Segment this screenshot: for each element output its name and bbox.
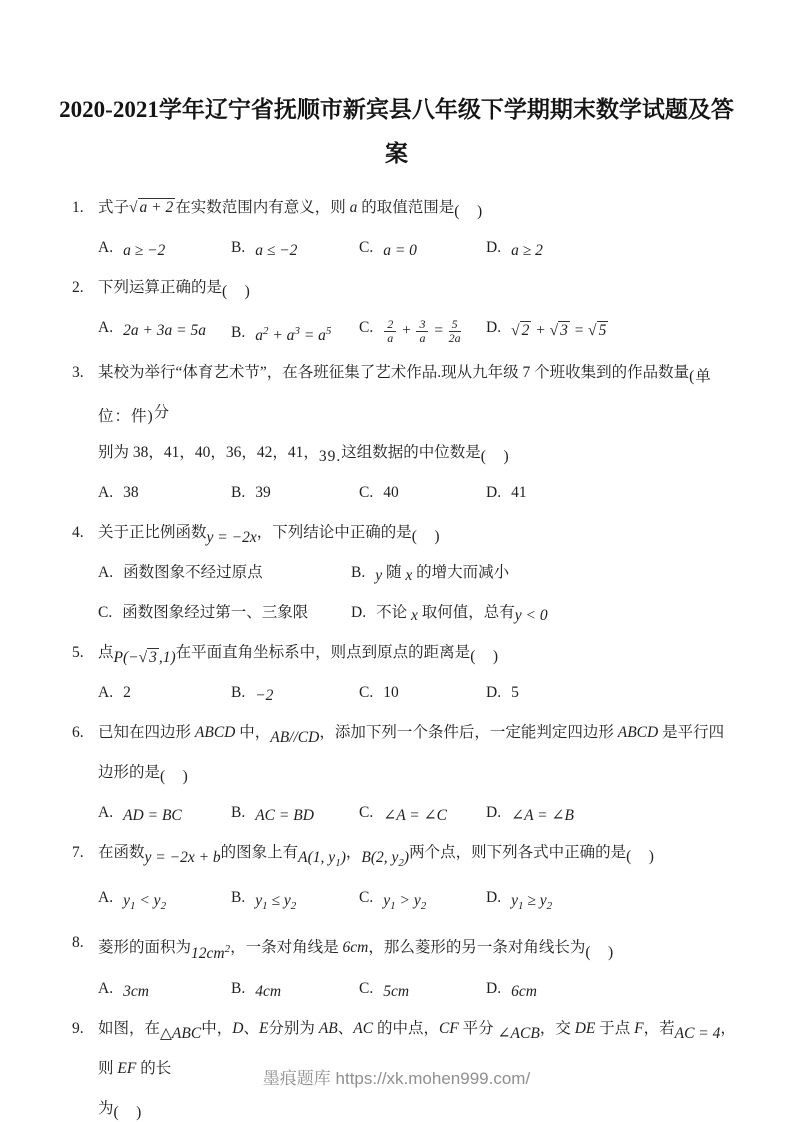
radicand: 5 — [598, 322, 607, 339]
question-text — [98, 633, 737, 673]
option-label: D. — [486, 889, 502, 907]
text-run: 39 — [255, 484, 271, 502]
option-label: B. — [231, 684, 246, 702]
text-run: ，添加下列一个条件后，一定能判定四边形 — [319, 724, 618, 742]
option-C — [359, 878, 486, 923]
text-run: 、 — [243, 1019, 259, 1037]
page-title-line1: 2020-2021学年辽宁省抚顺市新宾县八年级下学期期末数学试题及答 — [59, 97, 734, 122]
option-A — [98, 473, 231, 513]
math-run: $y_1 \ge y_2$ — [511, 892, 553, 913]
math-run: $y_1 < y_2$ — [123, 892, 167, 913]
question-number: 4. — [72, 524, 84, 542]
text-run: 40 — [383, 484, 399, 502]
sqrt-expression: √ 2 — [511, 322, 530, 339]
option-B — [231, 969, 359, 1009]
option-label: D. — [486, 979, 502, 997]
math-run: $y_1 \le y_2$ — [255, 892, 297, 913]
question-text — [98, 353, 737, 433]
text-run: 5 — [511, 684, 519, 702]
options-row — [98, 969, 737, 1009]
answer-blank: 39. — [318, 448, 342, 466]
option-A — [98, 553, 351, 593]
text-run: 的增大而减小 — [412, 564, 510, 582]
text-run: 的取值范围是 — [357, 199, 455, 216]
math-run: ∠A = ∠B — [511, 807, 574, 825]
question-line — [72, 833, 737, 878]
page-title — [58, 0, 735, 176]
math-run: 2a + 3a = 5a — [123, 322, 206, 339]
question-text — [98, 833, 737, 878]
question-1 — [72, 188, 737, 268]
question-7 — [72, 833, 737, 923]
text-run: ，一条对角线是 — [230, 939, 343, 957]
option-C — [98, 593, 351, 633]
math-run: ∠ACB — [497, 1024, 540, 1042]
option-C — [359, 473, 486, 513]
math-run: a = 0 — [383, 242, 417, 259]
option-label: D. — [486, 804, 502, 822]
math-run: ABCD — [617, 724, 659, 742]
option-label: B. — [231, 889, 246, 907]
question-line — [72, 713, 737, 793]
text-run: 38 — [123, 484, 139, 502]
option-label: B. — [231, 239, 246, 256]
option-label: C. — [359, 319, 374, 336]
options-row — [98, 793, 737, 833]
text-run: 分别为 — [268, 1019, 319, 1037]
sqrt-expression: √ a + 2 — [129, 199, 174, 216]
option-B — [231, 308, 359, 353]
text-run: ，那么菱形的另一条对角线长为 — [368, 939, 586, 957]
options-row — [98, 228, 737, 268]
answer-blank: (单位：件) — [98, 368, 712, 426]
question-line — [72, 268, 737, 308]
math-run: −2 — [255, 687, 274, 705]
text-run: 是平行四边形的是 — [98, 724, 725, 782]
option-label: A. — [98, 889, 114, 907]
text-run: 菱形的面积为 — [98, 939, 192, 957]
math-run: x — [410, 607, 418, 625]
question-text — [98, 923, 737, 968]
math-run: + — [531, 322, 550, 339]
denominator: a — [387, 331, 394, 345]
text-run: 关于正比例函数 — [98, 524, 207, 542]
math-run: 5cm — [383, 982, 410, 1000]
option-A — [98, 969, 231, 1009]
answer-blank: ( ) — [585, 943, 615, 961]
text-run: 10 — [383, 684, 399, 702]
option-label: C. — [359, 889, 374, 907]
question-number: 3. — [72, 364, 84, 382]
math-run: y < 0 — [514, 607, 548, 625]
fraction — [449, 318, 461, 345]
option-label: B. — [231, 484, 246, 502]
radicand: 3 — [560, 322, 568, 339]
question-3 — [72, 353, 737, 513]
option-label: A. — [98, 239, 114, 256]
question-number: 9. — [72, 1019, 84, 1037]
text-run: ， — [345, 844, 362, 862]
math-run: x — [405, 567, 413, 585]
sqrt-expression: √ 3 — [549, 322, 568, 339]
question-4 — [72, 513, 737, 633]
option-label: D. — [486, 319, 502, 336]
text-run: 41 — [511, 484, 527, 502]
option-B — [231, 473, 359, 513]
option-D — [486, 228, 737, 268]
sqrt-expression: √ 3 — [138, 649, 157, 667]
math-run: ABCD — [194, 724, 236, 742]
answer-blank: ( ) — [160, 768, 189, 786]
options-row — [98, 673, 737, 713]
question-line — [72, 633, 737, 673]
math-run: △ABC — [160, 1024, 202, 1042]
footer-watermark: 墨痕题库 https://xk.mohen999.com/ — [262, 1069, 531, 1088]
text-run: 于点 — [595, 1019, 635, 1037]
text-run: 如图，在 — [98, 1019, 161, 1037]
question-8 — [72, 923, 737, 1008]
question-6 — [72, 713, 737, 833]
option-B — [231, 228, 359, 268]
answer-blank: ( ) — [470, 648, 500, 666]
option-D — [486, 308, 737, 353]
option-label: C. — [359, 484, 374, 502]
math-run: 4cm — [255, 982, 282, 1000]
text-run: 在函数 — [98, 844, 145, 862]
question-line — [72, 923, 737, 968]
option-label: C. — [98, 604, 113, 622]
math-run: a ≤ −2 — [255, 242, 298, 259]
question-number: 8. — [72, 934, 84, 952]
option-label: C. — [359, 804, 374, 822]
math-run: ,1) — [158, 649, 176, 667]
text-run: 这组数据的中位数是 — [341, 444, 481, 462]
math-run: a ≥ −2 — [123, 242, 166, 259]
option-label: A. — [98, 484, 114, 502]
numerator: 2 — [384, 318, 396, 332]
text-run: 两个点，则下列各式中正确的是 — [409, 844, 627, 862]
option-label: D. — [486, 484, 502, 502]
math-run: y = −2x — [206, 529, 257, 547]
math-run: y = −2x + b — [144, 849, 221, 867]
options-row — [98, 308, 737, 353]
sqrt-expression: √ 5 — [588, 322, 607, 339]
option-label: D. — [486, 239, 502, 256]
text-run: 为 — [98, 1099, 114, 1117]
question-text — [98, 188, 737, 228]
text-run: ，若 — [643, 1019, 675, 1037]
fraction — [384, 318, 396, 345]
option-A — [98, 793, 231, 833]
option-label: C. — [359, 684, 374, 702]
question-number: 1. — [72, 199, 84, 216]
radicand: 3 — [149, 649, 157, 667]
math-run: $a^2 + a^3 = a^5$ — [255, 325, 332, 345]
question-number: 6. — [72, 724, 84, 742]
option-C — [359, 308, 486, 353]
text-run: 取何值，总有 — [417, 604, 515, 622]
question-text-continued — [98, 433, 737, 473]
options-row — [98, 878, 737, 923]
math-run: a — [349, 199, 358, 216]
math-run: DE — [574, 1019, 596, 1037]
math-run: CF — [438, 1019, 459, 1037]
text-run: ，交 — [539, 1019, 575, 1037]
option-label: C. — [359, 239, 374, 256]
question-text-continued — [98, 1089, 737, 1122]
question-number: 2. — [72, 279, 84, 296]
text-run: 式子 — [98, 199, 130, 216]
text-run: 函数图象不经过原点 — [123, 564, 263, 582]
text-run: 平分 — [458, 1019, 498, 1037]
math-run: 6cm — [342, 939, 369, 957]
question-line — [72, 353, 737, 433]
option-label: B. — [351, 564, 366, 582]
question-text — [98, 268, 737, 308]
option-D — [486, 878, 737, 923]
option-label: A. — [98, 804, 114, 822]
option-label: A. — [98, 564, 114, 582]
option-B — [231, 673, 359, 713]
option-label: A. — [98, 684, 114, 702]
text-run: 某校为举行“体育艺术节”，在各班征集了艺术作品.现从九年级 7 个班收集到的作品数量 — [98, 364, 690, 382]
options-row — [98, 553, 737, 633]
text-run: ，下列结论中正确的是 — [256, 524, 412, 542]
question-line — [72, 188, 737, 228]
radicand: a + 2 — [139, 199, 174, 216]
text-run: 、 — [337, 1019, 354, 1037]
answer-blank: ( ) — [480, 448, 510, 466]
answer-blank: ( ) — [113, 1103, 143, 1121]
math-run: AC — [353, 1019, 374, 1037]
text-run: 已知在四边形 — [98, 724, 195, 742]
question-number: 5. — [72, 644, 84, 662]
math-run: AD = BC — [123, 807, 182, 825]
math-run: E — [258, 1019, 269, 1037]
option-A — [98, 228, 231, 268]
math-run: B(2, $y_2$) — [361, 849, 410, 870]
denominator: 2a — [448, 331, 461, 345]
text-run: 中， — [235, 724, 271, 742]
option-A — [98, 673, 231, 713]
answer-blank: ( ) — [411, 528, 441, 546]
option-A — [98, 308, 231, 353]
option-D — [351, 593, 737, 633]
text-run: 2 — [123, 684, 131, 702]
radicand: 2 — [521, 322, 530, 339]
math-run: P(− — [113, 649, 139, 667]
option-C — [359, 673, 486, 713]
answer-blank: ( ) — [454, 203, 484, 220]
option-label: B. — [231, 804, 246, 822]
answer-blank: ( ) — [222, 283, 251, 300]
option-C — [359, 228, 486, 268]
option-B — [351, 553, 737, 593]
question-line — [72, 513, 737, 553]
option-D — [486, 969, 737, 1009]
question-5 — [72, 633, 737, 713]
text-run: 下列运算正确的是 — [98, 279, 223, 296]
option-label: A. — [98, 979, 114, 997]
option-C — [359, 969, 486, 1009]
questions-list — [72, 188, 737, 1122]
text-run: 中， — [201, 1019, 233, 1037]
math-run: A(1, $y_1$) — [298, 849, 346, 870]
option-label: D. — [351, 604, 367, 622]
denominator: a — [419, 331, 426, 345]
math-run: AB — [318, 1019, 338, 1037]
math-run: y — [375, 567, 383, 585]
text-run: 的中点， — [373, 1019, 439, 1037]
text-run: 随 — [382, 564, 406, 582]
text-run: 分 — [153, 404, 170, 422]
option-D — [486, 793, 737, 833]
option-C — [359, 793, 486, 833]
numerator: 3 — [416, 318, 428, 332]
math-run: 6cm — [511, 982, 537, 1000]
options-row — [98, 473, 737, 513]
math-run: $y_1 > y_2$ — [383, 892, 427, 913]
option-B — [231, 793, 359, 833]
answer-blank: ( ) — [626, 848, 655, 866]
question-2 — [72, 268, 737, 353]
math-run: $12cm^2$ — [191, 942, 231, 962]
math-run: D — [232, 1019, 244, 1037]
question-text — [98, 713, 737, 793]
option-label: C. — [359, 979, 374, 997]
option-label: B. — [231, 324, 246, 342]
math-run: ∠A = ∠C — [383, 807, 447, 825]
numerator: 5 — [449, 318, 461, 332]
math-run: = — [429, 322, 448, 339]
option-D — [486, 673, 737, 713]
text-run: 在平面直角坐标系中，则点到原点的距离是 — [175, 644, 471, 662]
math-run: + — [397, 322, 416, 339]
text-run: 别为 38，41，40，36，42，41， — [98, 444, 319, 462]
math-run: = — [569, 322, 589, 339]
page-title-line2: 案 — [385, 141, 408, 166]
math-run: 3cm — [123, 982, 149, 1000]
text-run: 函数图象经过第一、三象限 — [122, 604, 309, 622]
text-run: 的长 — [136, 1059, 172, 1077]
text-run: 不论 — [376, 604, 411, 622]
option-label: A. — [98, 319, 114, 336]
math-run: AC = 4 — [674, 1024, 721, 1042]
text-run: 点 — [98, 644, 114, 662]
option-label: D. — [486, 684, 502, 702]
text-run: ，则 — [98, 1019, 736, 1077]
text-run: 在实数范围内有意义，则 — [175, 199, 350, 216]
option-A — [98, 878, 231, 923]
question-text — [98, 513, 737, 553]
fraction — [416, 318, 428, 345]
math-run: AC = BD — [255, 807, 314, 825]
option-B — [231, 878, 359, 923]
question-number: 7. — [72, 844, 84, 862]
math-run: AB//CD — [270, 729, 320, 747]
math-run: a ≥ 2 — [511, 242, 543, 259]
math-run: EF — [117, 1059, 137, 1077]
option-label: B. — [231, 979, 246, 997]
text-run: 的图象上有 — [220, 844, 299, 862]
math-run: F — [634, 1019, 644, 1037]
option-D — [486, 473, 737, 513]
